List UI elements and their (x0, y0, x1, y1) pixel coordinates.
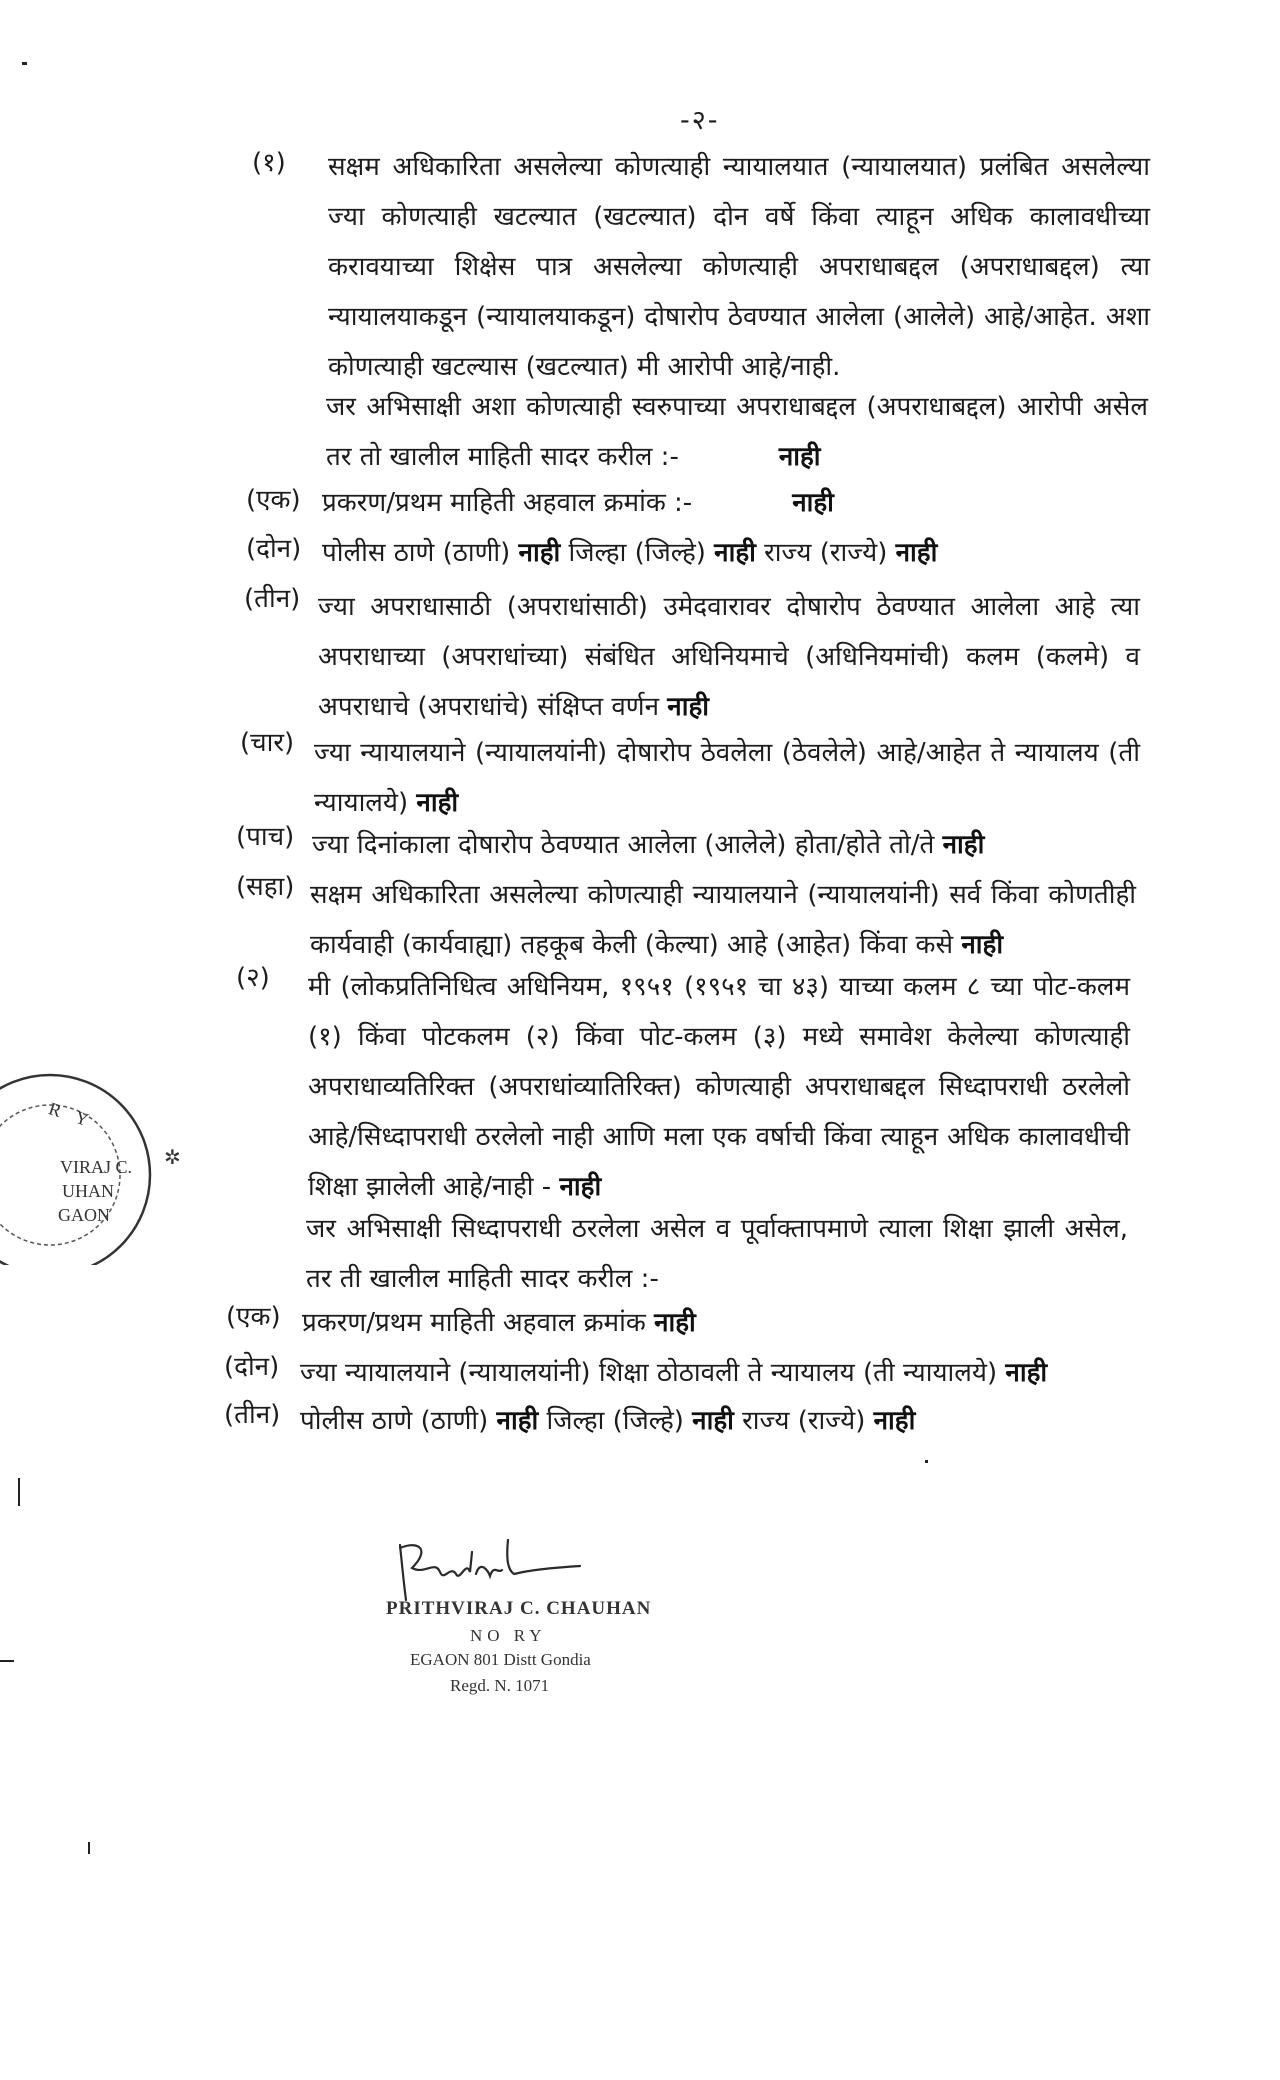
section-1-accused-line (326, 432, 1148, 482)
notary-title: NO RY (470, 1626, 547, 1645)
item-label: (चार) (240, 728, 295, 758)
section-1-paragraph (328, 142, 1150, 392)
item-answer: नाही (416, 788, 459, 818)
item-text: अपराधाचे (अपराधांचे) संक्षिप्त वर्णन (318, 692, 660, 722)
stamp-line-3: GAON (58, 1205, 110, 1225)
item-answer: नाही (667, 692, 709, 722)
item-answer: नाही (1005, 1358, 1048, 1388)
section-2-convicted-paragraph (306, 1204, 1128, 1304)
section-1-line: करावयाच्या शिक्षेस पात्र असलेल्या कोणत्याही अपराधाबद्दल (अपराधाबद्दल) त्या (328, 252, 1150, 282)
item-police-station (322, 528, 937, 578)
item-police-station-2 (300, 1396, 915, 1446)
item-text: प्रकरण/प्रथम माहिती अहवाल क्रमांक :- (322, 488, 693, 518)
stamp-line-2: UHAN (62, 1181, 114, 1201)
item-fir-number (322, 478, 834, 528)
item-line: ज्या अपराधासाठी (अपराधांसाठी) उमेदवारावर दोषारोप ठेवण्यात आलेला आहे त्या (318, 592, 1140, 622)
item-answer: नाही (496, 1406, 539, 1436)
item-label: (दोन) (246, 534, 302, 564)
section-2-text: शिक्षा झालेली आहे/नाही - (308, 1172, 552, 1202)
section-2-line: अपराधाव्यतिरिक्त (अपराधांव्यातिरिक्त) कोणत्याही अपराधाबद्दल सिध्दापराधी ठरलेलो (308, 1072, 1130, 1102)
scan-speck (88, 1842, 90, 1854)
item-text: ज्या न्यायालयाने (न्यायालयांनी) शिक्षा ठोठावली ते न्यायालय (ती न्यायालये) (300, 1358, 998, 1388)
item-line: सक्षम अधिकारिता असलेल्या कोणत्याही न्यायालयाने (न्यायालयांनी) सर्व किंवा कोणतीही (310, 880, 1136, 910)
section-1-accused-text: तर तो खालील माहिती सादर करील :- (326, 442, 679, 472)
item-text: कार्यवाही (कार्यवाह्या) तहकूब केली (केल्या) आहे (आहेत) किंवा कसे (310, 930, 954, 960)
section-1-accused-line: जर अभिसाक्षी अशा कोणत्याही स्वरुपाच्या अपराधाबद्दल (अपराधाबद्दल) आरोपी असेल (326, 392, 1148, 422)
section-1-accused-answer: नाही (778, 442, 821, 472)
item-answer: नाही (692, 1406, 734, 1436)
section-2-answer: नाही (559, 1172, 602, 1202)
item-text: राज्य (राज्ये) (764, 538, 888, 568)
section-2-line: मी (लोकप्रतिनिधित्व अधिनियम, १९५१ (१९५१ चा ४३) याच्या कलम ८ च्या पोट-कलम (308, 972, 1130, 1002)
scan-speck (22, 62, 27, 65)
section-2-convicted-line: जर अभिसाक्षी सिध्दापराधी ठरलेला असेल व पूर्वाक्तापमाणे त्याला शिक्षा झाली असेल, (306, 1214, 1128, 1244)
section-1-line: सक्षम अधिकारिता असलेल्या कोणत्याही न्यायालयात (न्यायालयात) प्रलंबित असलेल्या (328, 152, 1150, 182)
notary-signature-block (380, 1530, 710, 1720)
item-sentencing-court (300, 1348, 1047, 1398)
item-answer: नाही (518, 538, 561, 568)
item-proceedings (310, 870, 1136, 970)
item-court (314, 728, 1140, 828)
item-text: न्यायालये) (314, 788, 409, 818)
item-answer: नाही (792, 488, 834, 518)
section-2-convicted-line: तर ती खालील माहिती सादर करील :- (306, 1264, 659, 1294)
scan-speck (0, 1660, 14, 1662)
notary-address: EGAON 801 Distt Gondia (410, 1650, 591, 1669)
item-offence-description (318, 582, 1140, 732)
item-label: (तीन) (224, 1400, 281, 1430)
section-1-number: (१) (252, 148, 286, 178)
item-text: पोलीस ठाणे (ठाणी) (300, 1406, 489, 1436)
item-answer: नाही (895, 538, 938, 568)
item-fir-number-2 (302, 1298, 696, 1348)
stamp-line-1: VIRAJ C. (60, 1157, 133, 1177)
item-text: प्रकरण/प्रथम माहिती अहवाल क्रमांक (302, 1308, 646, 1338)
item-label: (एक) (226, 1302, 281, 1332)
section-1-line: कोणत्याही खटल्यास (खटल्यात) मी आरोपी आहे/नाही. (328, 352, 841, 382)
section-1-line: न्यायालयाकडून (न्यायालयाकडून) दोषारोप ठेवण्यात आलेला (आलेले) आहे/आहेत. अशा (328, 302, 1150, 332)
scan-speck (925, 1460, 928, 1463)
section-2-line: (१) किंवा पोटकलम (२) किंवा पोट-कलम (३) मध्ये समावेश केलेल्या कोणत्याही (308, 1022, 1130, 1052)
notary-registration: Regd. N. 1071 (450, 1676, 550, 1695)
item-line: अपराधाच्या (अपराधांच्या) संबंधित अधिनियमाचे (अधिनियमांची) कलम (कलमे) व (318, 642, 1140, 672)
item-text: जिल्हा (जिल्हे) (568, 538, 706, 568)
item-line (318, 682, 1140, 732)
item-answer: नाही (961, 930, 1004, 960)
section-1-line: ज्या कोणत्याही खटल्यात (खटल्यात) दोन वर्षे किंवा त्याहून अधिक कालावधीच्या (328, 202, 1150, 232)
item-charge-date (312, 820, 984, 870)
item-text: ज्या दिनांकाला दोषारोप ठेवण्यात आलेला (आलेले) होता/होते तो/ते (312, 830, 935, 860)
item-answer: नाही (942, 830, 985, 860)
notary-name: PRITHVIRAJ C. CHAUHAN (386, 1598, 652, 1619)
item-text: पोलीस ठाणे (ठाणी) (322, 538, 511, 568)
item-label: (एक) (246, 485, 301, 515)
item-answer: नाही (654, 1308, 696, 1338)
item-label: (तीन) (244, 584, 301, 614)
section-2-paragraph (308, 962, 1130, 1212)
section-2-line: आहे/सिध्दापराधी ठरलेलो नाही आणि मला एक वर्षाची किंवा त्याहून अधिक कालावधीची (308, 1122, 1130, 1152)
item-line: ज्या न्यायालयाने (न्यायालयांनी) दोषारोप ठेवलेला (ठेवलेले) आहे/आहेत ते न्यायालय (ती (314, 738, 1140, 768)
item-answer: नाही (873, 1406, 916, 1436)
notary-stamp (0, 1065, 220, 1265)
item-label: (पाच) (236, 822, 295, 852)
item-label: (दोन) (224, 1352, 280, 1382)
item-text: जिल्हा (जिल्हे) (546, 1406, 684, 1436)
scan-speck (18, 1478, 20, 1506)
page-number: -२- (680, 105, 720, 136)
item-label: (सहा) (236, 872, 295, 902)
item-text: राज्य (राज्ये) (742, 1406, 866, 1436)
stamp-arc-text: R Y (46, 1098, 97, 1132)
item-answer: नाही (714, 538, 756, 568)
section-2-number: (२) (236, 963, 270, 993)
stamp-flower-icon: ✲ (164, 1147, 181, 1169)
section-1-accused-paragraph (326, 382, 1148, 482)
